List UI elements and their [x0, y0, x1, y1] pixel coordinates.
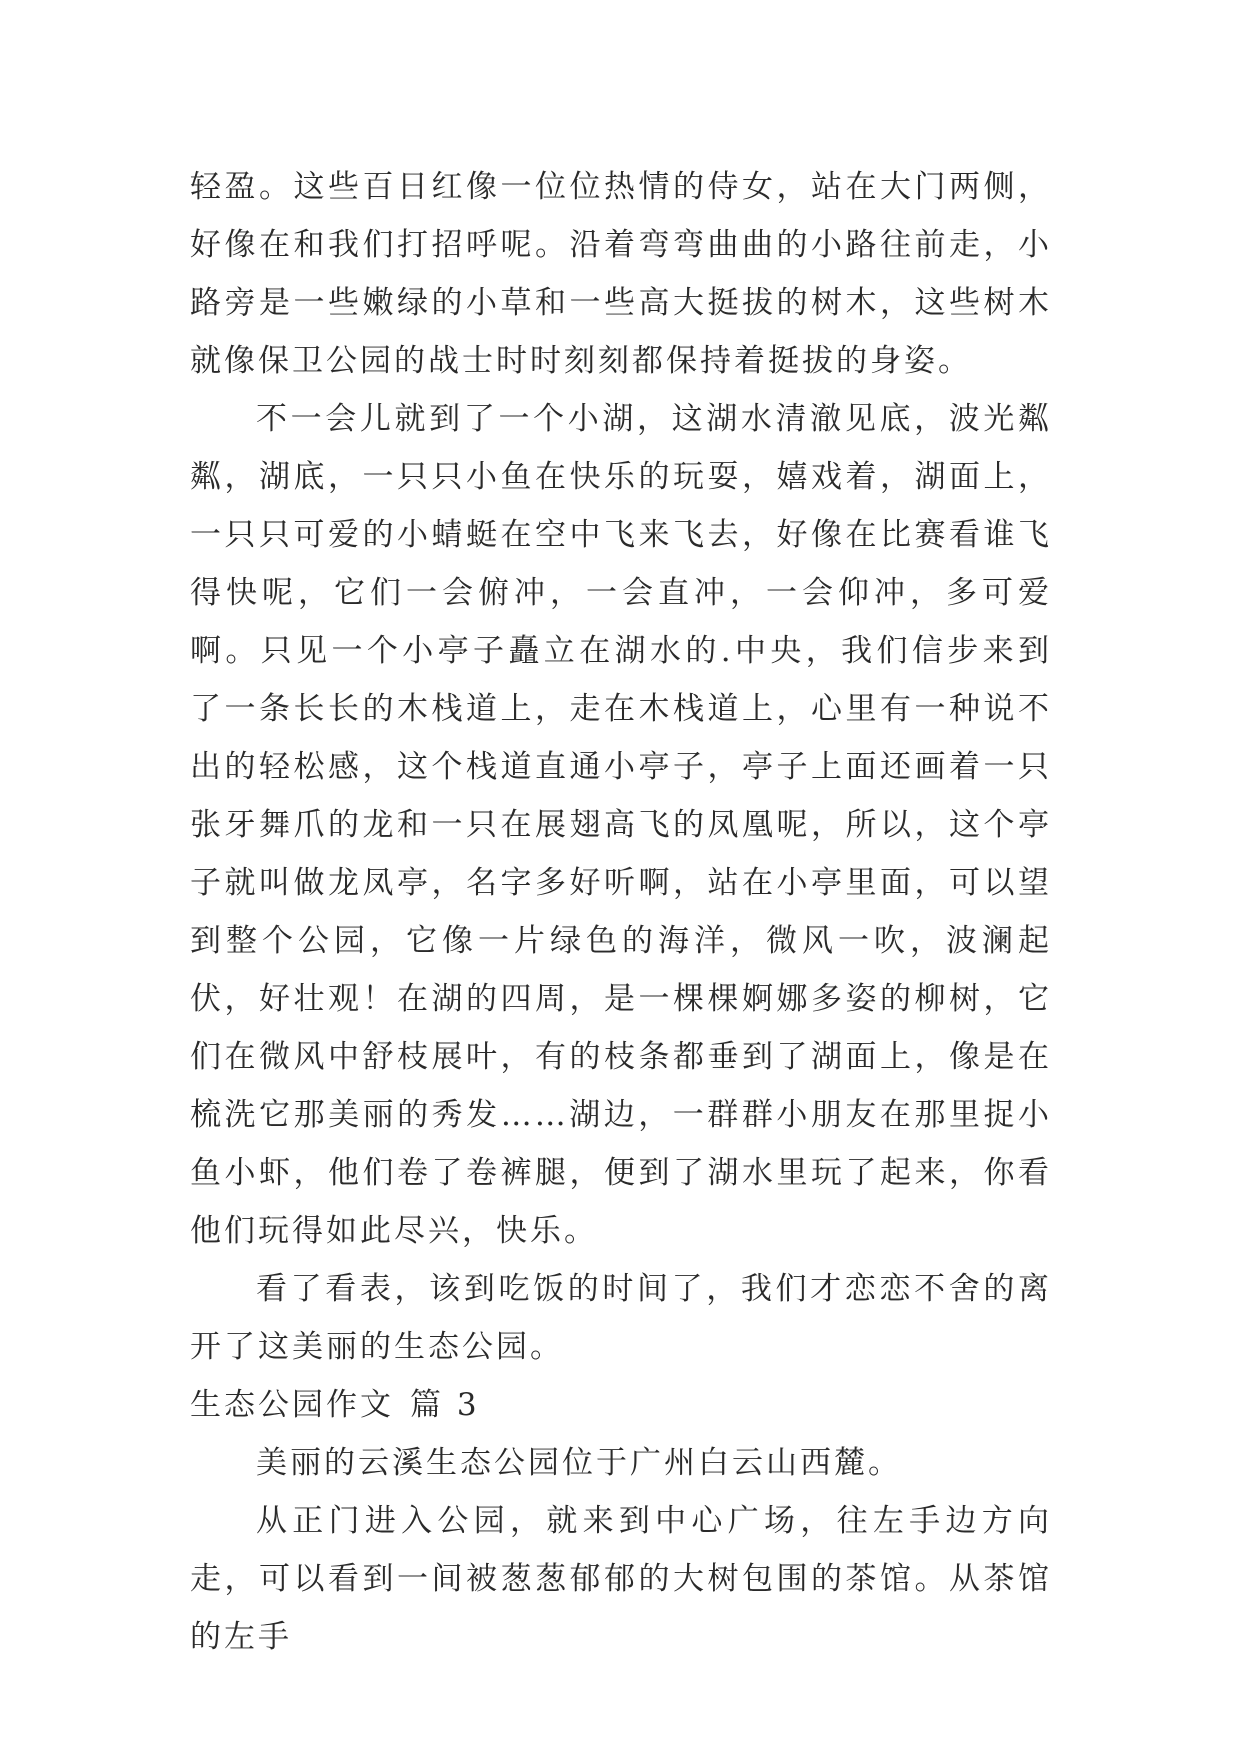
paragraph-3: 看了看表，该到吃饭的时间了，我们才恋恋不舍的离开了这美丽的生态公园。 — [190, 1271, 1052, 1365]
paragraph-4: 美丽的云溪生态公园位于广州白云山西麓。 — [256, 1445, 902, 1481]
paragraph-2: 不一会儿就到了一个小湖，这湖水清澈见底，波光粼粼，湖底，一只只小鱼在快乐的玩耍，嬉戏着，湖面上，一只只可爱的小蜻蜓在空中飞来飞去，好像在比赛看谁飞得快呢，它们一会俯冲，一会直冲，一会仰冲，多可爱啊。只见一个小亭子矗立在湖水的.中央，我们信步来到了一条长长的木栈道上，走在木栈道上，心里有一种说不出的轻松感，这个栈道直通小亭子，亭子上面还画着一只张牙舞爪的龙和一只在展翅高飞的凤凰呢，所以，这个亭子就叫做龙凤亭，名字多好听啊，站在小亭里面，可以望到整个公园，它像一片绿色的海洋，微风一吹，波澜起伏，好壮观！在湖的四周，是一棵棵婀娜多姿的柳树，它们在微风中舒枝展叶，有的枝条都垂到了湖面上，像是在梳洗它那美丽的秀发……湖边，一群群小朋友在那里捉小鱼小虾，他们卷了卷裤腿，便到了湖水里玩了起来，你看他们玩得如此尽兴，快乐。 — [190, 401, 1052, 1249]
section-number: 篇 3 — [410, 1387, 480, 1423]
paragraph-5: 从正门进入公园，就来到中心广场，往左手边方向走，可以看到一间被葱葱郁郁的大树包围的茶馆。从茶馆的左手 — [190, 1503, 1052, 1655]
section-title: 生态公园作文 — [190, 1387, 394, 1423]
paragraph-1: 轻盈。这些百日红像一位位热情的侍女，站在大门两侧，好像在和我们打招呼呢。沿着弯弯曲曲的小路往前走，小路旁是一些嫩绿的小草和一些高大挺拔的树木，这些树木就像保卫公园的战士时时刻刻都保持着挺拔的身姿。 — [190, 169, 1052, 379]
section-heading — [190, 1376, 1052, 1434]
document-body — [190, 158, 1052, 1666]
